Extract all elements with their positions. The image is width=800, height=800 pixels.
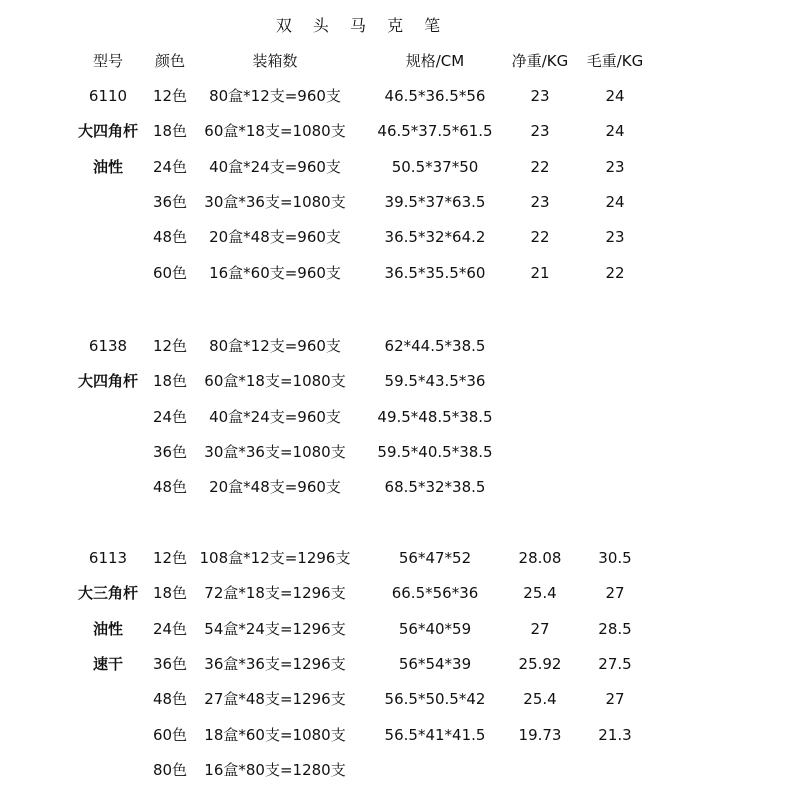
color-cell: 48色 xyxy=(152,690,188,709)
size-cell: 46.5*36.5*56 xyxy=(384,87,486,105)
model-label: 大四角杆 xyxy=(77,372,139,391)
header-gross-weight: 毛重/KG xyxy=(586,52,644,70)
color-cell: 18色 xyxy=(152,122,188,141)
header-net-weight: 净重/KG xyxy=(511,52,569,70)
gross-weight-cell: 21.3 xyxy=(598,725,632,744)
model-label: 6138 xyxy=(88,337,128,355)
packing-cell: 36盒*36支=1296支 xyxy=(204,654,346,673)
packing-cell: 16盒*80支=1280支 xyxy=(204,760,346,779)
header-size: 规格/CM xyxy=(405,52,465,70)
net-weight-cell: 22 xyxy=(530,157,550,176)
gross-weight-cell: 30.5 xyxy=(598,549,632,567)
color-cell: 12色 xyxy=(152,549,188,567)
size-cell: 49.5*48.5*38.5 xyxy=(377,407,493,426)
model-label: 大四角杆 xyxy=(77,122,139,141)
color-cell: 36色 xyxy=(152,442,188,461)
size-cell: 56*54*39 xyxy=(398,654,472,673)
packing-cell: 60盒*18支=1080支 xyxy=(204,372,346,391)
net-weight-cell: 19.73 xyxy=(518,725,562,744)
color-cell: 24色 xyxy=(152,619,188,638)
size-cell: 62*44.5*38.5 xyxy=(384,337,486,355)
color-cell: 80色 xyxy=(152,760,188,779)
packing-cell: 20盒*48支=960支 xyxy=(209,228,341,247)
gross-weight-cell: 27.5 xyxy=(598,654,632,673)
packing-cell: 20盒*48支=960支 xyxy=(209,478,341,497)
model-label: 6113 xyxy=(88,549,128,567)
size-cell: 59.5*40.5*38.5 xyxy=(377,442,493,461)
size-cell: 39.5*37*63.5 xyxy=(384,192,486,211)
packing-cell: 80盒*12支=960支 xyxy=(209,337,341,355)
net-weight-cell: 25.4 xyxy=(523,690,557,709)
packing-cell: 40盒*24支=960支 xyxy=(209,407,341,426)
packing-cell: 108盒*12支=1296支 xyxy=(199,549,351,567)
header-packing: 装箱数 xyxy=(252,52,298,70)
gross-weight-cell: 23 xyxy=(605,157,625,176)
gross-weight-cell: 22 xyxy=(605,263,625,282)
gross-weight-cell: 23 xyxy=(605,228,625,247)
color-cell: 60色 xyxy=(152,725,188,744)
packing-cell: 18盒*60支=1080支 xyxy=(204,725,346,744)
model-label: 油性 xyxy=(92,619,124,638)
header-color: 颜色 xyxy=(154,52,186,70)
size-cell: 56*40*59 xyxy=(398,619,472,638)
packing-cell: 16盒*60支=960支 xyxy=(209,263,341,282)
gross-weight-cell: 27 xyxy=(605,690,625,709)
packing-cell: 80盒*12支=960支 xyxy=(209,87,341,105)
size-cell: 36.5*32*64.2 xyxy=(384,228,486,247)
size-cell: 36.5*35.5*60 xyxy=(384,263,486,282)
gross-weight-cell: 24 xyxy=(605,122,625,141)
net-weight-cell: 22 xyxy=(530,228,550,247)
gross-weight-cell: 28.5 xyxy=(598,619,632,638)
size-cell: 66.5*56*36 xyxy=(391,584,479,603)
size-cell: 56*47*52 xyxy=(398,549,472,567)
packing-cell: 60盒*18支=1080支 xyxy=(204,122,346,141)
size-cell: 59.5*43.5*36 xyxy=(384,372,486,391)
color-cell: 24色 xyxy=(152,407,188,426)
color-cell: 48色 xyxy=(152,478,188,497)
size-cell: 46.5*37.5*61.5 xyxy=(377,122,493,141)
packing-cell: 72盒*18支=1296支 xyxy=(204,584,346,603)
color-cell: 18色 xyxy=(152,372,188,391)
net-weight-cell: 25.4 xyxy=(523,584,557,603)
packing-cell: 40盒*24支=960支 xyxy=(209,157,341,176)
packing-cell: 54盒*24支=1296支 xyxy=(204,619,346,638)
gross-weight-cell: 24 xyxy=(605,192,625,211)
size-cell: 56.5*41*41.5 xyxy=(384,725,486,744)
net-weight-cell: 28.08 xyxy=(518,549,562,567)
net-weight-cell: 23 xyxy=(530,122,550,141)
model-label: 6110 xyxy=(88,87,128,105)
color-cell: 36色 xyxy=(152,192,188,211)
model-label: 油性 xyxy=(92,157,124,176)
packing-cell: 30盒*36支=1080支 xyxy=(204,192,346,211)
color-cell: 24色 xyxy=(152,157,188,176)
color-cell: 18色 xyxy=(152,584,188,603)
net-weight-cell: 25.92 xyxy=(518,654,562,673)
color-cell: 12色 xyxy=(152,337,188,355)
model-label: 大三角杆 xyxy=(77,584,139,603)
net-weight-cell: 21 xyxy=(530,263,550,282)
gross-weight-cell: 24 xyxy=(605,87,625,105)
packing-cell: 27盒*48支=1296支 xyxy=(204,690,346,709)
color-cell: 12色 xyxy=(152,87,188,105)
color-cell: 36色 xyxy=(152,654,188,673)
page-title: 双 头 马 克 笔 xyxy=(275,16,449,35)
size-cell: 50.5*37*50 xyxy=(391,157,479,176)
net-weight-cell: 27 xyxy=(530,619,550,638)
packing-cell: 30盒*36支=1080支 xyxy=(204,442,346,461)
net-weight-cell: 23 xyxy=(530,87,550,105)
net-weight-cell: 23 xyxy=(530,192,550,211)
gross-weight-cell: 27 xyxy=(605,584,625,603)
size-cell: 68.5*32*38.5 xyxy=(384,478,486,497)
color-cell: 60色 xyxy=(152,263,188,282)
color-cell: 48色 xyxy=(152,228,188,247)
header-model: 型号 xyxy=(92,52,124,70)
size-cell: 56.5*50.5*42 xyxy=(384,690,486,709)
model-label: 速干 xyxy=(92,654,124,673)
